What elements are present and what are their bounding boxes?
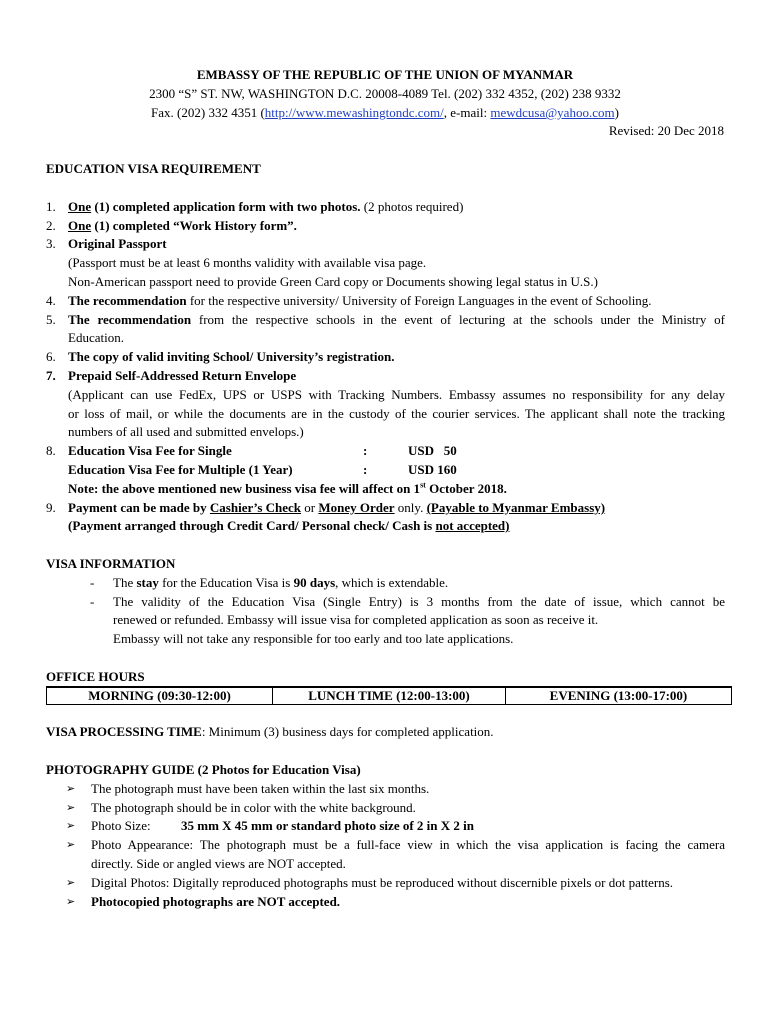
email-link[interactable]: mewdcusa@yahoo.com	[490, 105, 615, 120]
fee-colon: :	[363, 443, 368, 458]
item-number: 7.	[46, 368, 56, 383]
requirement-item-2: One (1) completed “Work History form”.	[68, 218, 297, 233]
photo-guide-color: The photograph should be in color with the white background.	[91, 800, 416, 815]
requirement-item-5-line2: Education.	[68, 330, 124, 345]
photo-guide-appearance-line2: directly. Side or angled views are NOT accepted.	[91, 856, 346, 871]
photo-guide-appearance: Photo Appearance: The photograph must be a full-face view in which the visa application is facing the camera	[91, 837, 725, 852]
requirement-item-3-line3: Non-American passport need to provide Green Card copy or Documents showing legal status in U.S.)	[68, 274, 598, 289]
item-number: 1.	[46, 199, 56, 214]
office-hours-table	[46, 686, 732, 705]
photo-guide-photocopy: Photocopied photographs are NOT accepted.	[91, 894, 341, 909]
revised-date: Revised: 20 Dec 2018	[608, 123, 724, 138]
item-number: 4.	[46, 293, 56, 308]
item-number: 2.	[46, 218, 56, 233]
lunch-hours: LUNCH TIME (12:00-13:00)	[273, 687, 506, 705]
visa-info-validity-line2: renewed or refunded. Embassy will issue visa for completed application as soon as receive it.	[113, 612, 599, 627]
arrow-bullet-icon: ➢	[66, 819, 76, 832]
requirement-item-4: The recommendation for the respective university/ University of Foreign Languages in the event of Schooling.	[68, 293, 652, 308]
arrow-bullet-icon: ➢	[66, 782, 76, 795]
fee-note: Note: the above mentioned new business visa fee will affect on 1st October 2018.	[68, 480, 507, 496]
photo-guide-size-label: Photo Size:	[91, 818, 151, 833]
requirement-item-9: Payment can be made by Cashier’s Check or Money Order only. (Payable to Myanmar Embassy)	[68, 500, 606, 515]
requirement-item-7-line2: (Applicant can use FedEx, UPS or USPS with Tracking Numbers. Embassy assumes no responsibility for any delay	[68, 387, 725, 402]
visa-info-validity-line3: Embassy will not take any responsible for too early and too late applications.	[113, 631, 514, 646]
photo-guide-title: PHOTOGRAPHY GUIDE (2 Photos for Education Visa)	[46, 762, 361, 777]
requirement-item-9-line2: (Payment arranged through Credit Card/ Personal check/ Cash is not accepted)	[68, 518, 510, 533]
office-hours-title: OFFICE HOURS	[46, 669, 145, 684]
address-line: 2300 “S” ST. NW, WASHINGTON D.C. 20008-4089 Tel. (202) 332 4352, (202) 238 9332	[149, 86, 621, 101]
evening-hours: EVENING (13:00-17:00)	[505, 687, 731, 705]
item-number: 5.	[46, 312, 56, 327]
requirement-item-7-line4: numbers of all used and submitted envelops.)	[68, 424, 304, 439]
item-number: 3.	[46, 236, 56, 251]
requirement-item-3: Original Passport	[68, 236, 167, 251]
multiple-fee-label: Education Visa Fee for Multiple (1 Year)	[68, 462, 293, 477]
arrow-bullet-icon: ➢	[66, 895, 76, 908]
morning-hours: MORNING (09:30-12:00)	[47, 687, 273, 705]
single-fee-label: Education Visa Fee for Single	[68, 443, 232, 458]
item-number: 9.	[46, 500, 56, 515]
requirement-item-3-line2: (Passport must be at least 6 months validity with available visa page.	[68, 255, 427, 270]
visa-info-stay: The stay for the Education Visa is 90 days, which is extendable.	[113, 575, 449, 590]
requirement-item-7-line3: or loss of mail, or while the documents are in the custody of the courier services. The applicant shall note the tracking	[68, 406, 725, 421]
dash-bullet: -	[90, 594, 95, 609]
requirement-item-1: One (1) completed application form with two photos. (2 photos required)	[68, 199, 464, 214]
requirement-item-7: Prepaid Self-Addressed Return Envelope	[68, 368, 297, 383]
visa-info-title: VISA INFORMATION	[46, 556, 176, 571]
dash-bullet: -	[90, 575, 95, 590]
arrow-bullet-icon: ➢	[66, 876, 76, 889]
requirements-title: EDUCATION VISA REQUIREMENT	[46, 161, 261, 176]
single-fee-value: USD 50	[408, 443, 457, 458]
item-number: 6.	[46, 349, 56, 364]
photo-guide-size-value: 35 mm X 45 mm or standard photo size of 2 in X 2 in	[181, 818, 474, 833]
fax-contact-line: Fax. (202) 332 4351 (http://www.mewashingtondc.com/, e-mail: mewdcusa@yahoo.com)	[151, 105, 619, 120]
embassy-name: EMBASSY OF THE REPUBLIC OF THE UNION OF MYANMAR	[196, 67, 574, 82]
arrow-bullet-icon: ➢	[66, 838, 76, 851]
photo-guide-recent: The photograph must have been taken within the last six months.	[91, 781, 430, 796]
requirement-item-5: The recommendation from the respective schools in the event of lecturing at the schools under the Ministry of	[68, 312, 725, 327]
item-number: 8.	[46, 443, 56, 458]
visa-info-validity: The validity of the Education Visa (Single Entry) is 3 months from the date of issue, which cannot be	[113, 594, 725, 609]
requirement-item-6: The copy of valid inviting School/ University’s registration.	[68, 349, 395, 364]
multiple-fee-value: USD 160	[408, 462, 457, 477]
photo-guide-digital: Digital Photos: Digitally reproduced photographs must be reproduced without discernible pixels or dot patterns.	[91, 875, 673, 890]
website-link[interactable]: http://www.mewashingtondc.com/	[264, 105, 444, 120]
processing-time: VISA PROCESSING TIME: Minimum (3) business days for completed application.	[46, 724, 494, 739]
arrow-bullet-icon: ➢	[66, 801, 76, 814]
fee-colon: :	[363, 462, 368, 477]
